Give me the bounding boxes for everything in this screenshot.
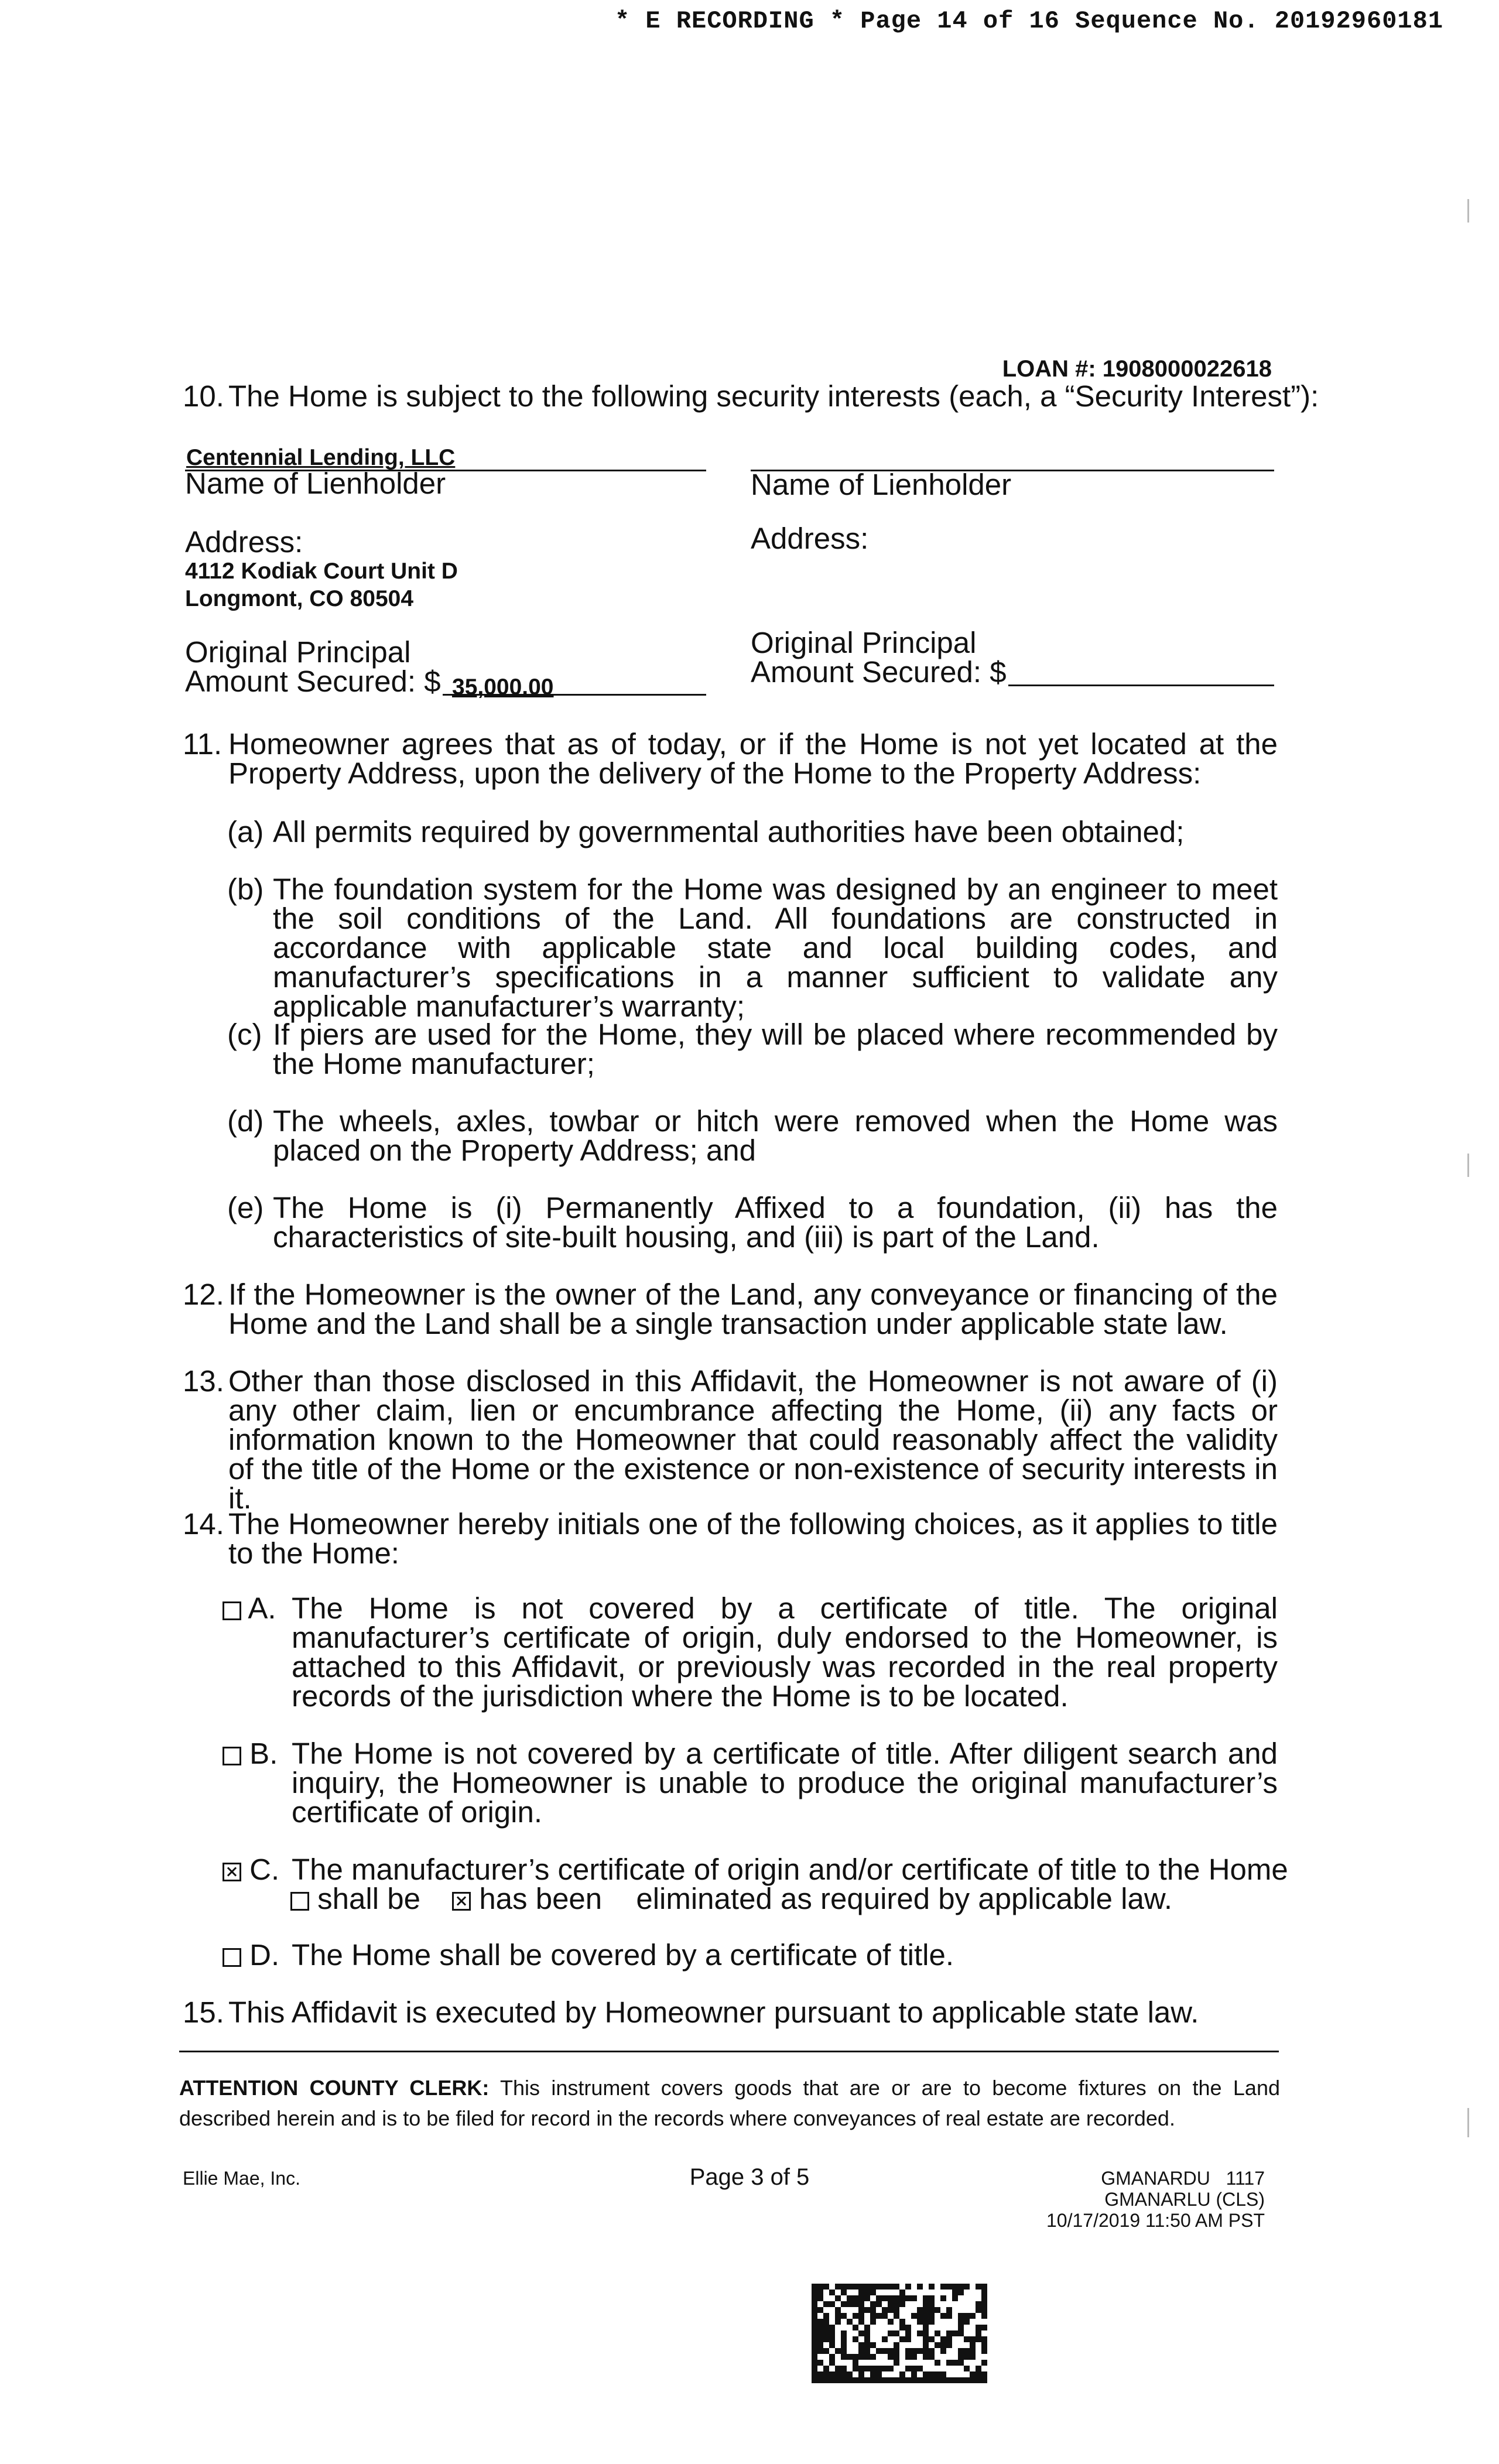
shall-be-checkbox[interactable] — [290, 1892, 309, 1911]
item-13-number: 13. — [183, 1364, 224, 1398]
principal-line-right — [1008, 658, 1274, 686]
item-12 — [183, 1280, 1278, 1344]
footer-timestamp: 10/17/2019 11:50 AM PST — [1046, 2210, 1265, 2231]
option-a-checkbox[interactable] — [223, 1601, 241, 1620]
footer-code-1: GMANARDU 1117 — [1101, 2168, 1265, 2189]
principal-row — [185, 665, 706, 700]
option-d-check-row — [223, 1938, 280, 1972]
has-been-checkbox[interactable] — [452, 1892, 471, 1911]
item-15 — [183, 1998, 1278, 2033]
attention-text: This instrument covers goods that are or are to become fixtures on the Land described herein and is to be filed for record in the records where conveyances of real estate are recorded. — [179, 2076, 1280, 2130]
option-b — [223, 1739, 1278, 1833]
principal-label-1: Original Principal — [185, 635, 411, 669]
scan-mark — [1467, 1154, 1469, 1177]
footer-code-2: GMANARLU (CLS) — [1104, 2189, 1265, 2210]
option-d-label: D. — [249, 1938, 280, 1972]
item-11-e-text: The Home is (i) Permanently Affixed to a foundation, (ii) has the characteristics of site-built housing, and (iii) is part of the Land. — [273, 1191, 1278, 1254]
option-a — [223, 1594, 1278, 1717]
item-11-b — [227, 872, 1278, 1023]
item-11 — [183, 727, 1278, 794]
footer-codes — [972, 2168, 1265, 2231]
option-c-text: The manufacturer’s certificate of origin and/or certificate of title to the Home — [292, 1853, 1288, 1886]
item-11-number: 11. — [183, 727, 223, 761]
option-c — [223, 1853, 1288, 1919]
principal-value: 35,000.00 — [452, 675, 554, 700]
scan-mark — [1467, 199, 1469, 223]
option-b-text: The Home is not covered by a certificate of title. After diligent search and inquiry, the Homeowner is unable to produce the original manufacturer’s certificate of origin. — [292, 1737, 1278, 1829]
option-c-second-line — [290, 1884, 1172, 1914]
lienholder-right — [751, 444, 1274, 687]
lienholder-name-label: Name of Lienholder — [185, 467, 446, 500]
address-label-right: Address: — [751, 522, 869, 555]
lienholder-name-line — [185, 444, 706, 471]
item-11-b-text: The foundation system for the Home was designed by an engineer to meet the soil conditions of the Land. All foundations are constructed in accordance with applicable state and local building codes, and manufacturer’s specifications in a manner sufficient to validate any applicable manufacturer’s warranty; — [273, 872, 1278, 1023]
item-14-text: The Homeowner hereby initials one of the following choices, as it applies to title to the Home: — [228, 1507, 1278, 1570]
footer-company: Ellie Mae, Inc. — [183, 2168, 300, 2189]
item-12-text: If the Homeowner is the owner of the Land, any conveyance or financing of the Home and the Land shall be a single transaction under applicable state law. — [228, 1278, 1278, 1340]
address-line-2: Longmont, CO 80504 — [185, 586, 414, 611]
address-line-1: 4112 Kodiak Court Unit D — [185, 559, 458, 584]
item-11-c — [227, 1020, 1278, 1084]
principal-row-right — [751, 655, 1274, 689]
item-11-a-label: (a) — [227, 815, 264, 848]
item-10 — [183, 379, 1319, 417]
option-a-check-row — [223, 1594, 276, 1623]
option-c-tail: eliminated as required by applicable law. — [636, 1882, 1173, 1915]
item-11-e-label: (e) — [227, 1191, 264, 1224]
option-c-checkbox[interactable] — [223, 1863, 241, 1881]
item-11-text: Homeowner agrees that as of today, or if the Home is not yet located at the Property Address, upon the delivery of the Home to the Property Address: — [228, 727, 1278, 790]
loan-number: LOAN #: 1908000022618 — [1002, 356, 1272, 382]
option-d — [223, 1938, 1278, 1976]
option-d-text: The Home shall be covered by a certificate of title. — [292, 1938, 954, 1972]
lienholder-name-label-right: Name of Lienholder — [751, 468, 1012, 501]
option-b-label: B. — [249, 1737, 278, 1770]
address-label: Address: — [185, 525, 303, 559]
attention-heading: ATTENTION COUNTY CLERK: — [179, 2076, 490, 2100]
option-c-check-row — [223, 1855, 279, 1884]
item-11-e — [227, 1193, 1278, 1258]
footer-page-number: Page 3 of 5 — [689, 2164, 810, 2190]
item-11-b-label: (b) — [227, 872, 264, 906]
recording-header: * E RECORDING * Page 14 of 16 Sequence No. 20192960181 — [615, 7, 1444, 35]
lienholder-name-line-right — [751, 444, 1274, 471]
option-c-label: C. — [249, 1853, 280, 1886]
item-11-c-text: If piers are used for the Home, they will be placed where recommended by the Home manufacturer; — [273, 1018, 1278, 1080]
item-10-text: The Home is subject to the following security interests (each, a “Security Interest”): — [228, 379, 1319, 413]
principal-label-1-right: Original Principal — [751, 626, 977, 659]
item-12-number: 12. — [183, 1278, 224, 1311]
lienholder-name-value: Centennial Lending, LLC — [186, 445, 456, 470]
item-11-a-text: All permits required by governmental authorities have been obtained; — [273, 815, 1185, 848]
item-15-text: This Affidavit is executed by Homeowner pursuant to applicable state law. — [228, 1996, 1199, 2029]
item-15-number: 15. — [183, 1996, 224, 2029]
option-a-text: The Home is not covered by a certificate of title. The original manufacturer’s certificate of origin, duly endorsed to the Homeowner, is attached to this Affidavit, or previously was recorded in the real property records of the jurisdiction where the Home is to be located. — [292, 1592, 1278, 1713]
has-been-label: has been — [479, 1882, 603, 1915]
item-13-text: Other than those disclosed in this Affidavit, the Homeowner is not aware of (i) any other claim, lien or encumbrance affecting the Home, (ii) any facts or information known to the Homeowner that could reasonably affect the validity of the title of the Home or the existence or non-existence of security interests in it. — [228, 1364, 1278, 1515]
attention-divider — [179, 2051, 1279, 2052]
item-11-d — [227, 1104, 1278, 1171]
item-14-number: 14. — [183, 1507, 224, 1541]
shall-be-label: shall be — [317, 1882, 420, 1915]
principal-label-2: Amount Secured: $ — [185, 665, 441, 698]
option-b-checkbox[interactable] — [223, 1747, 241, 1765]
principal-line — [443, 667, 706, 700]
lienholder-left — [185, 444, 706, 700]
principal-label-2-right: Amount Secured: $ — [751, 655, 1007, 689]
item-11-d-text: The wheels, axles, towbar or hitch were removed when the Home was placed on the Property Address; and — [273, 1104, 1278, 1167]
scan-mark — [1467, 2108, 1469, 2137]
barcode-image — [812, 2284, 987, 2383]
item-11-d-label: (d) — [227, 1104, 264, 1138]
attention-county-clerk — [179, 2073, 1280, 2134]
item-11-a — [227, 817, 1278, 853]
item-13 — [183, 1364, 1278, 1515]
item-14 — [183, 1507, 1278, 1574]
option-a-label: A. — [248, 1592, 276, 1625]
item-10-number: 10. — [183, 379, 224, 413]
item-11-c-label: (c) — [227, 1018, 262, 1051]
option-d-checkbox[interactable] — [223, 1948, 241, 1967]
option-b-check-row — [223, 1739, 278, 1768]
